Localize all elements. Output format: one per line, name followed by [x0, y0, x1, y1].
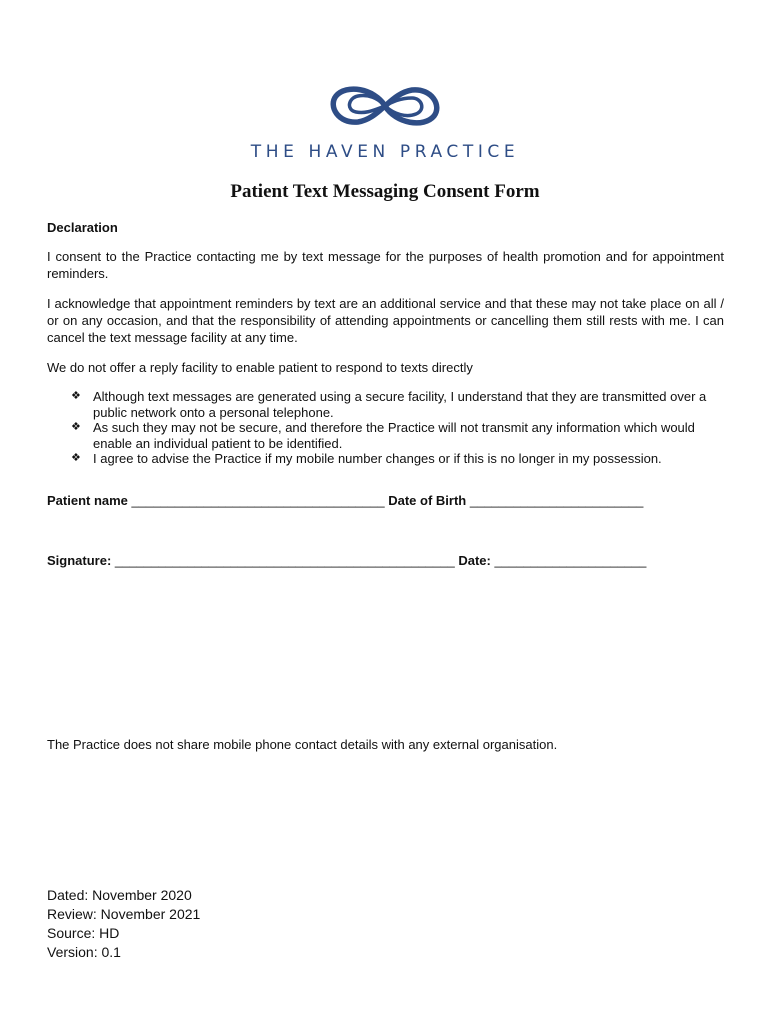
patient-details-row — [47, 492, 724, 509]
practice-name: THE HAVEN PRACTICE — [250, 142, 520, 162]
consent-paragraph: I consent to the Practice contacting me by text message for the purposes of health promotion and for appointment reminders. — [47, 249, 724, 281]
list-item — [71, 389, 724, 420]
form-title: Patient Text Messaging Consent Form — [230, 181, 540, 202]
patient-name-label: Patient name — [47, 492, 128, 508]
patient-name-field[interactable]: ___________________________________ — [131, 492, 385, 508]
review-text: Review: November 2021 — [47, 906, 201, 922]
practice-logo — [0, 80, 770, 162]
source-text: Source: HD — [47, 925, 120, 941]
date-label: Date: — [458, 552, 491, 568]
declaration-heading: Declaration — [47, 220, 118, 235]
reply-facility-paragraph: We do not offer a reply facility to enable patient to respond to texts directly — [47, 360, 473, 375]
list-item-text: As such they may not be secure, and therefore the Practice will not transmit any information which would enable an individual patient to be identified. — [93, 420, 695, 451]
date-field[interactable]: _____________________ — [494, 552, 647, 568]
list-item — [71, 451, 724, 467]
diamond-bullet-icon: ❖ — [71, 452, 81, 464]
signature-row — [47, 552, 724, 569]
dob-field[interactable]: ________________________ — [469, 492, 644, 508]
dated-text: Dated: November 2020 — [47, 887, 192, 903]
sharing-note: The Practice does not share mobile phone contact details with any external organisation. — [47, 737, 558, 752]
list-item-text: Although text messages are generated using a secure facility, I understand that they are transmitted over a public network onto a personal telephone. — [93, 389, 707, 420]
document-footer — [47, 886, 200, 962]
list-item-text: I agree to advise the Practice if my mobile number changes or if this is no longer in my possession. — [93, 451, 662, 466]
acknowledge-paragraph: I acknowledge that appointment reminders by text are an additional service and that these may not take place on all / or on any occasion, and that the responsibility of attending appointments or cancelling them still rests with me. I can cancel the text message facility at any time. — [47, 296, 724, 345]
terms-list — [47, 389, 724, 467]
version-text: Version: 0.1 — [47, 944, 121, 960]
diamond-bullet-icon: ❖ — [71, 390, 81, 402]
signature-field[interactable]: _______________________________________________ — [114, 552, 455, 568]
list-item — [71, 420, 724, 451]
diamond-bullet-icon: ❖ — [71, 421, 81, 433]
dob-label: Date of Birth — [388, 492, 467, 508]
signature-label: Signature: — [47, 552, 112, 568]
infinity-knot-icon — [324, 80, 446, 132]
form-body — [47, 219, 724, 569]
